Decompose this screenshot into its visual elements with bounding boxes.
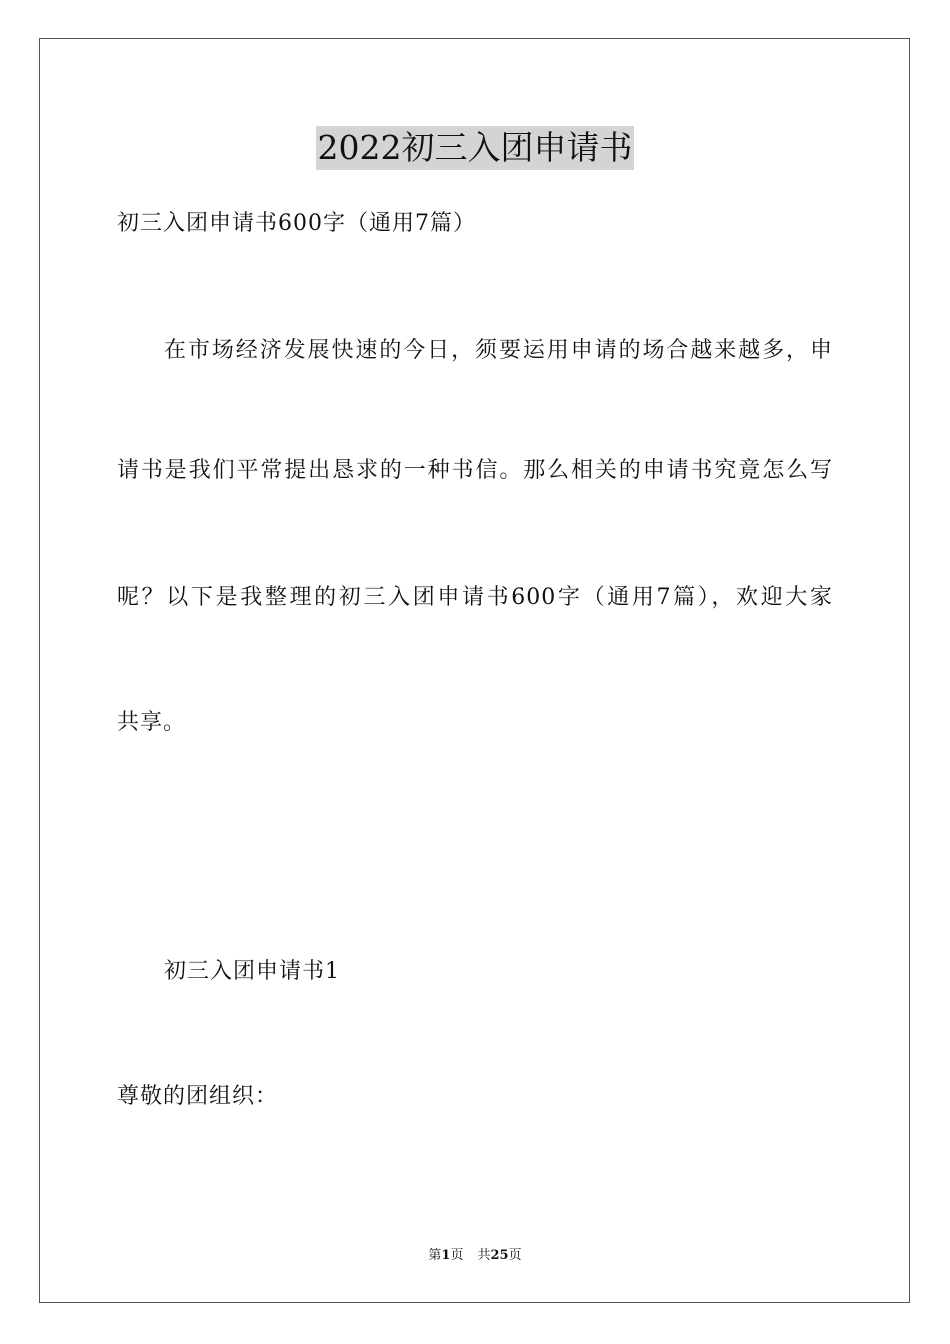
title-container (0, 126, 950, 170)
page-footer (0, 1247, 950, 1265)
intro-line-1: 在市场经济发展快速的今日，须要运用申请的场合越来越多，申 (164, 338, 833, 363)
intro-line-4: 共享。 (117, 710, 187, 735)
salutation: 尊敬的团组织： (117, 1084, 279, 1109)
footer-page-suffix: 页 (450, 1248, 464, 1263)
footer-total-suffix: 页 (508, 1248, 522, 1263)
footer-total-prefix: 共 (477, 1248, 491, 1263)
footer-page-number: 1 (441, 1248, 451, 1263)
section-heading: 初三入团申请书1 (164, 959, 340, 984)
intro-line-2: 请书是我们平常提出恳求的一种书信。那么相关的申请书究竟怎么写 (117, 458, 833, 483)
intro-line-3: 呢？以下是我整理的初三入团申请书600字（通用7篇），欢迎大家 (117, 585, 833, 610)
document-subtitle: 初三入团申请书600字（通用7篇） (117, 211, 476, 236)
document-title: 2022初三入团申请书 (316, 126, 635, 170)
footer-total-pages: 25 (490, 1248, 509, 1263)
footer-page-prefix: 第 (428, 1248, 442, 1263)
